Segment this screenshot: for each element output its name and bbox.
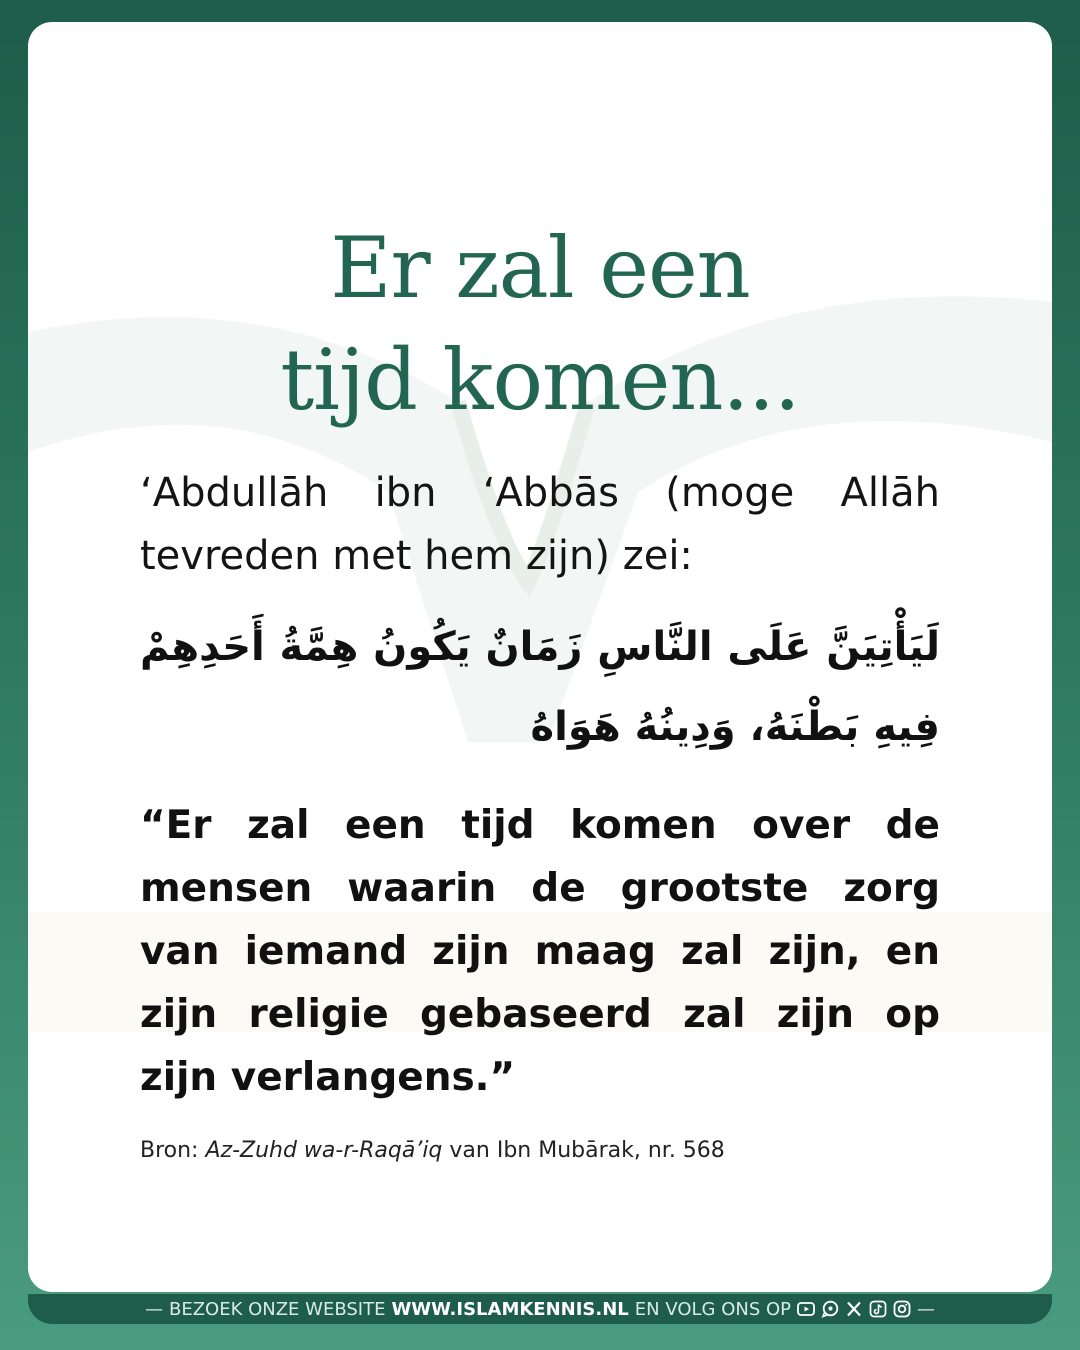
narrator-intro: ‘Abdullāh ibn ‘Abbās (moge Allāh tevreden met hem zijn) zei:: [140, 470, 940, 579]
source-work-title: Az-Zuhd wa-r-Raqā’iq: [205, 1138, 443, 1163]
source-suffix: van Ibn Mubārak, nr. 568: [442, 1138, 725, 1163]
tiktok-icon[interactable]: [869, 1300, 887, 1318]
source-prefix: Bron:: [140, 1138, 206, 1163]
content-card: [28, 22, 1052, 1292]
x-icon[interactable]: [845, 1300, 863, 1318]
title-line-1: Er zal een: [330, 219, 750, 317]
footer-follow-text: EN VOLG ONS OP: [634, 1298, 792, 1320]
footer-visit-text: BEZOEK ONZE WEBSITE: [168, 1298, 386, 1320]
arabic-text: لَيَأْتِيَنَّ عَلَى النَّاسِ زَمَانٌ يَكُونُ هِمَّةُ أَحَدِهِمْ فِيهِ بَطْنَهُ، وَدِينُهُ هَوَاهُ: [140, 624, 940, 750]
source-citation: [140, 1136, 940, 1166]
title-line-2: tijd komen...: [280, 331, 800, 429]
footer-dash-right: —: [917, 1298, 936, 1320]
whatsapp-icon[interactable]: [821, 1300, 839, 1318]
website-link[interactable]: WWW.ISLAMKENNIS.NL: [391, 1298, 629, 1320]
page-title: [28, 212, 1052, 436]
translation-quote: “Er zal een tijd komen over de mensen waarin de grootste zorg van iemand zijn maag zal zijn, en zijn religie gebaseerd zal zijn op zijn verlangens.”: [140, 803, 940, 1100]
youtube-icon[interactable]: [797, 1300, 815, 1318]
footer-bar: [28, 1294, 1052, 1324]
instagram-icon[interactable]: [893, 1300, 911, 1318]
footer-dash-left: —: [144, 1298, 163, 1320]
